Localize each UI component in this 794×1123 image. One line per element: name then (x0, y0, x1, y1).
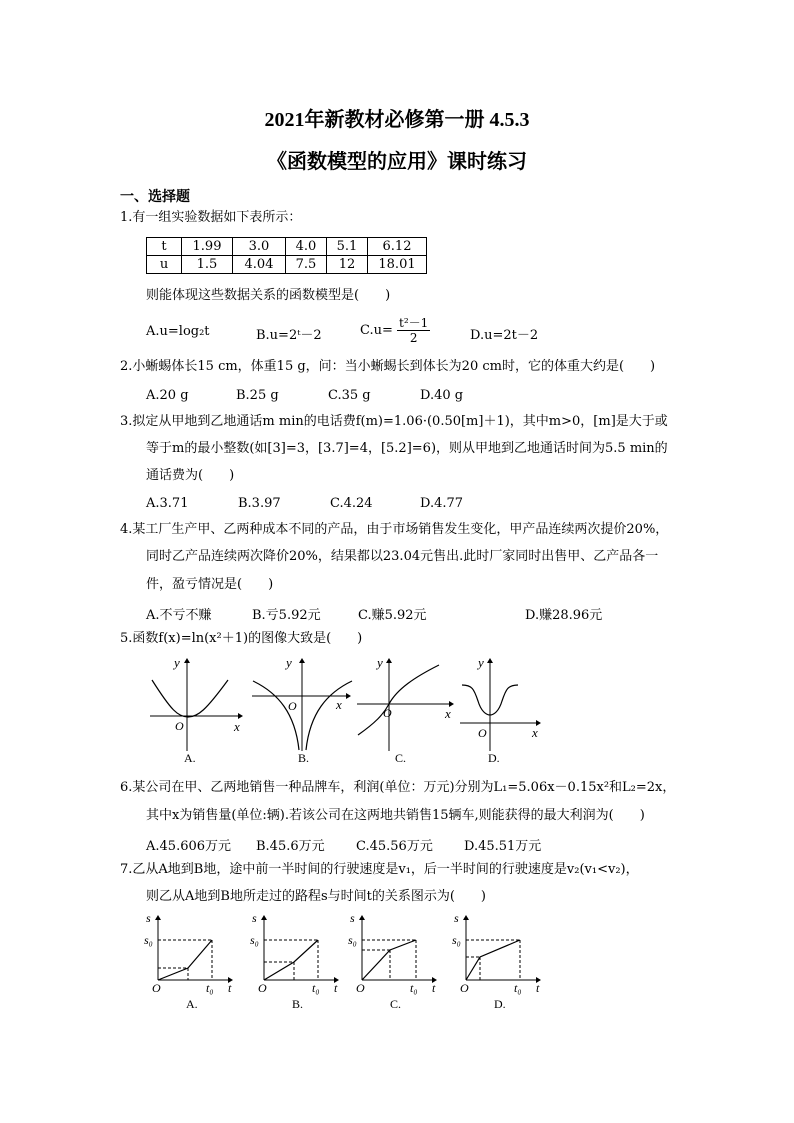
s-label: s (350, 911, 355, 925)
q2-option-d: D.40 g (420, 388, 464, 403)
origin-label: O (258, 981, 267, 995)
q3-option-d: D.4.77 (420, 496, 464, 511)
q4-option-a: A.不亏不赚 (146, 608, 212, 623)
y-axis-arrow (386, 658, 392, 663)
s-axis-arrow (359, 915, 365, 920)
section-heading: 一、选择题 (120, 189, 190, 205)
q1-option-a: A.u=log₂t (146, 324, 210, 339)
table-cell: t (147, 238, 182, 256)
q7-graph-b (248, 910, 344, 1014)
x-axis-arrow (346, 693, 351, 699)
q1-option-c-fraction (397, 316, 430, 345)
q3-option-a: A.3.71 (146, 496, 189, 511)
q5-graph-b (250, 655, 354, 767)
q1-option-c (360, 316, 430, 345)
q7-graph-d (450, 910, 546, 1014)
q3-line-2: 等于m的最小整数(如[3]=3，[3.7]=4，[5.2]=6)，则从甲地到乙地通话时间为5.5 min的 (146, 441, 668, 456)
s-axis-arrow (261, 915, 267, 920)
y-label: y (478, 655, 484, 670)
s-label: s (146, 911, 151, 925)
origin-label: O (175, 719, 184, 733)
t0-label: t₀ (410, 981, 418, 995)
origin-label: O (478, 726, 487, 740)
graph-label: D. (488, 751, 500, 765)
table-cell: 7.5 (286, 256, 327, 274)
q5-graph-d (458, 655, 548, 767)
graph-label: B. (292, 997, 304, 1011)
s0-label: s₀ (250, 933, 259, 947)
s-label: s (454, 911, 459, 925)
table-cell: 6.12 (368, 238, 427, 256)
x-label: x (234, 719, 240, 734)
s-axis-arrow (155, 915, 161, 920)
y-axis-arrow (299, 658, 305, 663)
q3-option-c: C.4.24 (330, 496, 373, 511)
s-label: s (252, 911, 257, 925)
graph-label: C. (395, 751, 407, 765)
q4-option-d: D.赚28.96元 (525, 608, 603, 623)
table-cell: 4.04 (233, 256, 286, 274)
curve-left (253, 681, 299, 750)
q2-option-a: A.20 g (146, 388, 189, 403)
origin-label: O (356, 981, 365, 995)
s-axis-arrow (463, 915, 469, 920)
graph-label: D. (494, 997, 506, 1011)
origin-label: O (152, 981, 161, 995)
q4-line-3: 件，盈亏情况是( ) (146, 577, 274, 592)
table-cell: 1.99 (182, 238, 233, 256)
q7-line-1: 7.乙从A地到B地，途中前一半时间的行驶速度是v₁，后一半时间的行驶速度是v₂(v₁<v₂)， (120, 862, 639, 877)
origin-label: O (460, 981, 469, 995)
q4-option-c: C.赚5.92元 (358, 608, 427, 623)
q7-graph-a (142, 910, 238, 1014)
q4-line-1: 4.某工厂生产甲、乙两种成本不同的产品，由于市场销售发生变化，甲产品连续两次提价20%， (120, 522, 669, 537)
graph-label: C. (390, 997, 402, 1011)
q7-graph-c (346, 910, 442, 1014)
path-line (158, 940, 212, 980)
t0-label: t₀ (312, 981, 320, 995)
curve (152, 680, 228, 717)
path-line (362, 940, 416, 980)
table-cell: 12 (327, 256, 368, 274)
x-label: x (336, 697, 342, 712)
y-label: y (377, 655, 383, 670)
path-line (264, 940, 318, 980)
origin-label: O (383, 706, 392, 720)
q7-line-2: 则乙从A地到B地所走过的路程s与时间t的关系图示为( ) (146, 889, 486, 904)
q5-stem: 5.函数f(x)=ln(x²＋1)的图像大致是( ) (120, 631, 363, 646)
q1-option-c-prefix: C.u= (360, 323, 393, 338)
y-axis-arrow (487, 658, 493, 663)
table-cell: 1.5 (182, 256, 233, 274)
t-label: t (536, 981, 540, 995)
q6-line-1: 6.某公司在甲、乙两地销售一种品牌车，利润(单位：万元)分别为L₁=5.06x－0.15x²和L₂=2x， (120, 780, 676, 795)
q4-line-2: 同时乙产品连续两次降价20%，结果都以23.04元售出.此时厂家同时出售甲、乙产品各一 (146, 549, 659, 564)
x-label: x (445, 706, 451, 721)
t0-label: t₀ (206, 981, 214, 995)
q5-graph-c (355, 655, 459, 767)
q1-ask: 则能体现这些数据关系的函数模型是( ) (146, 288, 391, 303)
table-cell: 5.1 (327, 238, 368, 256)
graph-label: A. (184, 751, 196, 765)
y-label: y (286, 655, 292, 670)
q6-option-c: C.45.56万元 (356, 839, 433, 854)
q4-option-b: B.亏5.92元 (252, 608, 321, 623)
q1-option-b: B.u=2ᵗ－2 (256, 328, 322, 343)
table-row-t (147, 238, 427, 256)
y-axis-arrow (184, 658, 190, 663)
s0-label: s₀ (348, 933, 357, 947)
table-row-u (147, 256, 427, 274)
title-line-2: 《函数模型的应用》课时练习 (267, 151, 527, 173)
table-cell: 4.0 (286, 238, 327, 256)
q2-stem: 2.小蜥蜴体长15 cm，体重15 g，问：当小蜥蜴长到体长为20 cm时，它的体重大约是( ) (120, 359, 656, 374)
q6-option-d: D.45.51万元 (464, 839, 542, 854)
graph-label: A. (186, 997, 198, 1011)
title-line-1: 2021年新教材必修第一册 4.5.3 (264, 109, 530, 131)
t-label: t (432, 981, 436, 995)
q3-line-3: 通话费为( ) (146, 468, 235, 483)
path-line (466, 940, 520, 980)
graph-label: B. (298, 751, 310, 765)
q2-option-b: B.25 g (236, 388, 279, 403)
table-cell: u (147, 256, 182, 274)
t0-label: t₀ (514, 981, 522, 995)
q1-stem: 1.有一组实验数据如下表所示： (120, 210, 302, 225)
y-label: y (174, 655, 180, 670)
t-label: t (228, 981, 232, 995)
q5-graph-a (146, 655, 242, 767)
q1-data-table (146, 237, 427, 274)
table-cell: 3.0 (233, 238, 286, 256)
table-cell: 18.01 (368, 256, 427, 274)
q6-option-a: A.45.606万元 (146, 839, 232, 854)
origin-label: O (288, 699, 297, 713)
q3-line-1: 3.拟定从甲地到乙地通话m min的电话费f(m)=1.06·(0.50[m]＋1)，其中m>0，[m]是大于或 (120, 414, 668, 429)
curve-right (306, 681, 352, 750)
s0-label: s₀ (144, 933, 153, 947)
curve (358, 665, 439, 735)
t-label: t (334, 981, 338, 995)
q1-option-d: D.u=2t－2 (470, 328, 539, 343)
x-label: x (532, 725, 538, 740)
q2-option-c: C.35 g (328, 388, 371, 403)
q6-line-2: 其中x为销售量(单位:辆).若该公司在这两地共销售15辆车,则能获得的最大利润为( ) (146, 808, 645, 823)
q6-option-b: B.45.6万元 (256, 839, 325, 854)
fraction-numerator: t²－1 (399, 316, 429, 330)
fraction-denominator: 2 (409, 331, 418, 345)
q3-option-b: B.3.97 (238, 496, 281, 511)
s0-label: s₀ (452, 933, 461, 947)
